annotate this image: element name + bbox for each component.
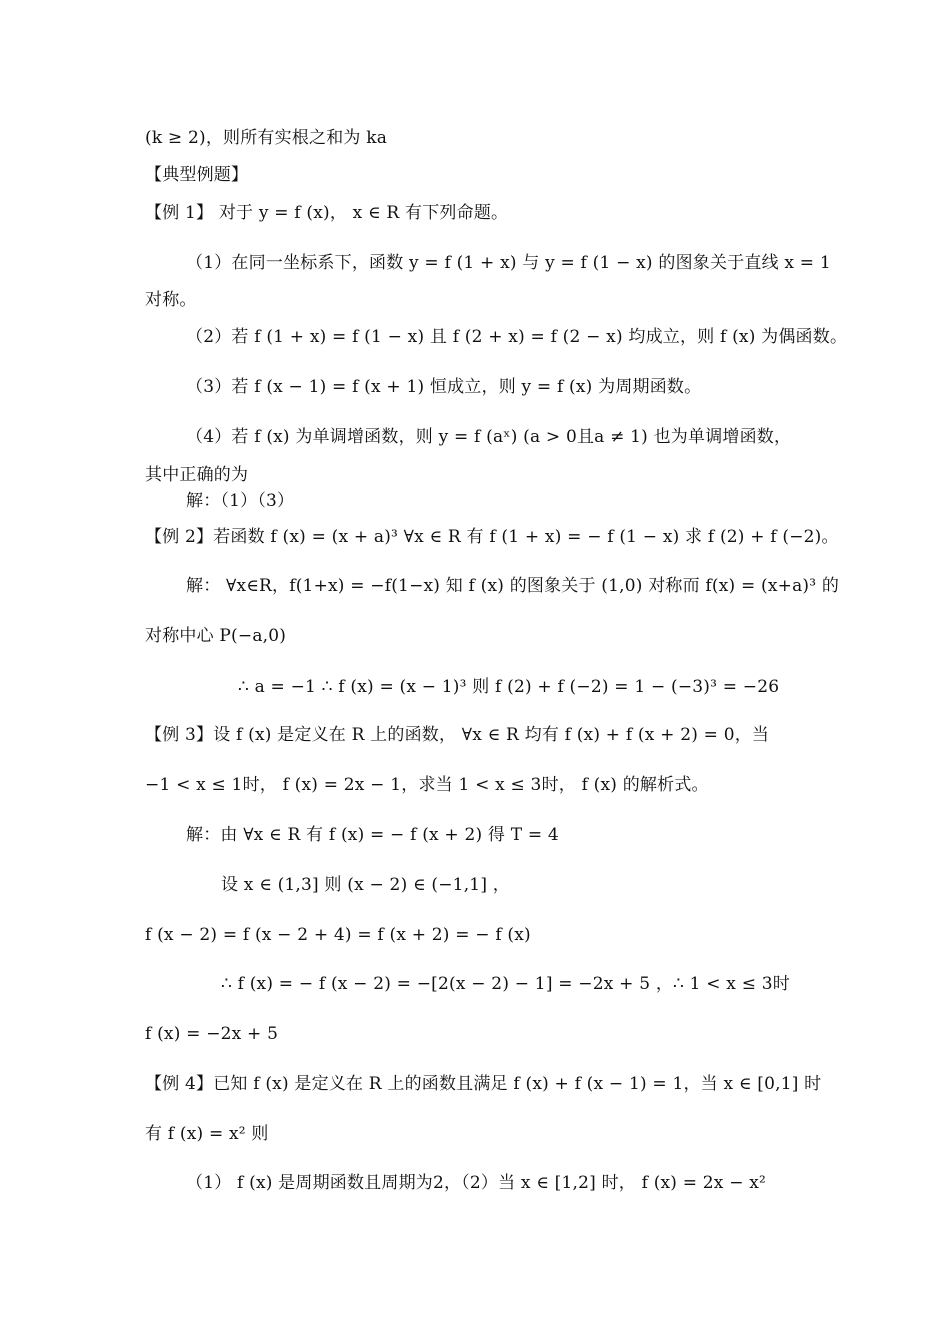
example-3-solution-line-2: 设 x ∈ (1,3] 则 (x − 2) ∈ (−1,1] ，	[221, 875, 510, 895]
example-3-result: f (x) = −2x + 5	[145, 1024, 279, 1044]
example-3-solution-line-4: ∴ f (x) = − f (x − 2) = −[2(x − 2) − 1] = −2x + 5 ，∴ 1 < x ≤ 3时	[221, 974, 790, 994]
example-3-solution-line-3: f (x − 2) = f (x − 2 + 4) = f (x + 2) = − f (x)	[145, 925, 531, 945]
example-4-conclusion: （1） f (x) 是周期函数且周期为2，（2）当 x ∈ [1,2] 时， f (x) = 2x − x²	[186, 1173, 767, 1193]
example-4-heading: 【例 4】已知 f (x) 是定义在 R 上的函数且满足 f (x) + f (x − 1) = 1，当 x ∈ [0,1] 时	[145, 1074, 822, 1094]
example-1-item-3: （3）若 f (x − 1) = f (x + 1) 恒成立，则 y = f (x) 为周期函数。	[186, 377, 702, 397]
text-line-root-sum: (k ≥ 2)，则所有实根之和为 ka	[145, 128, 388, 148]
example-3-heading: 【例 3】设 f (x) 是定义在 R 上的函数， ∀x ∈ R 均有 f (x) + f (x + 2) = 0，当	[145, 725, 770, 745]
example-1-heading: 【例 1】 对于 y = f (x)， x ∈ R 有下列命题。	[145, 203, 509, 223]
example-1-item-2: （2）若 f (1 + x) = f (1 − x) 且 f (2 + x) = f (2 − x) 均成立，则 f (x) 为偶函数。	[186, 327, 848, 347]
example-3-solution-line-1: 解：由 ∀x ∈ R 有 f (x) = − f (x + 2) 得 T = 4	[186, 825, 559, 845]
example-1-question: 其中正确的为	[145, 465, 249, 485]
example-1-item-1-cont: 对称。	[145, 290, 197, 310]
example-1-solution: 解：（1）（3）	[186, 491, 295, 511]
section-heading-typical-examples: 【典型例题】	[145, 165, 249, 185]
example-2-solution-line-1: 解： ∀x∈R，f(1+x) = −f(1−x) 知 f (x) 的图象关于 (1,0) 对称而 f(x) = (x+a)³ 的	[186, 576, 840, 596]
example-4-condition: 有 f (x) = x² 则	[145, 1124, 269, 1144]
example-3-condition: −1 < x ≤ 1时， f (x) = 2x − 1，求当 1 < x ≤ 3时， f (x) 的解析式。	[145, 775, 709, 795]
example-1-item-4: （4）若 f (x) 为单调增函数，则 y = f (aˣ) (a > 0且a ≠ 1) 也为单调增函数，	[186, 427, 792, 447]
example-2-solution-line-2: 对称中心 P(−a,0)	[145, 626, 287, 646]
example-1-item-1: （1）在同一坐标系下，函数 y = f (1 + x) 与 y = f (1 − x) 的图象关于直线 x = 1	[186, 253, 831, 273]
example-2-result: ∴ a = −1 ∴ f (x) = (x − 1)³ 则 f (2) + f (−2) = 1 − (−3)³ = −26	[238, 677, 780, 697]
example-2-heading: 【例 2】若函数 f (x) = (x + a)³ ∀x ∈ R 有 f (1 + x) = − f (1 − x) 求 f (2) + f (−2)。	[145, 527, 839, 547]
